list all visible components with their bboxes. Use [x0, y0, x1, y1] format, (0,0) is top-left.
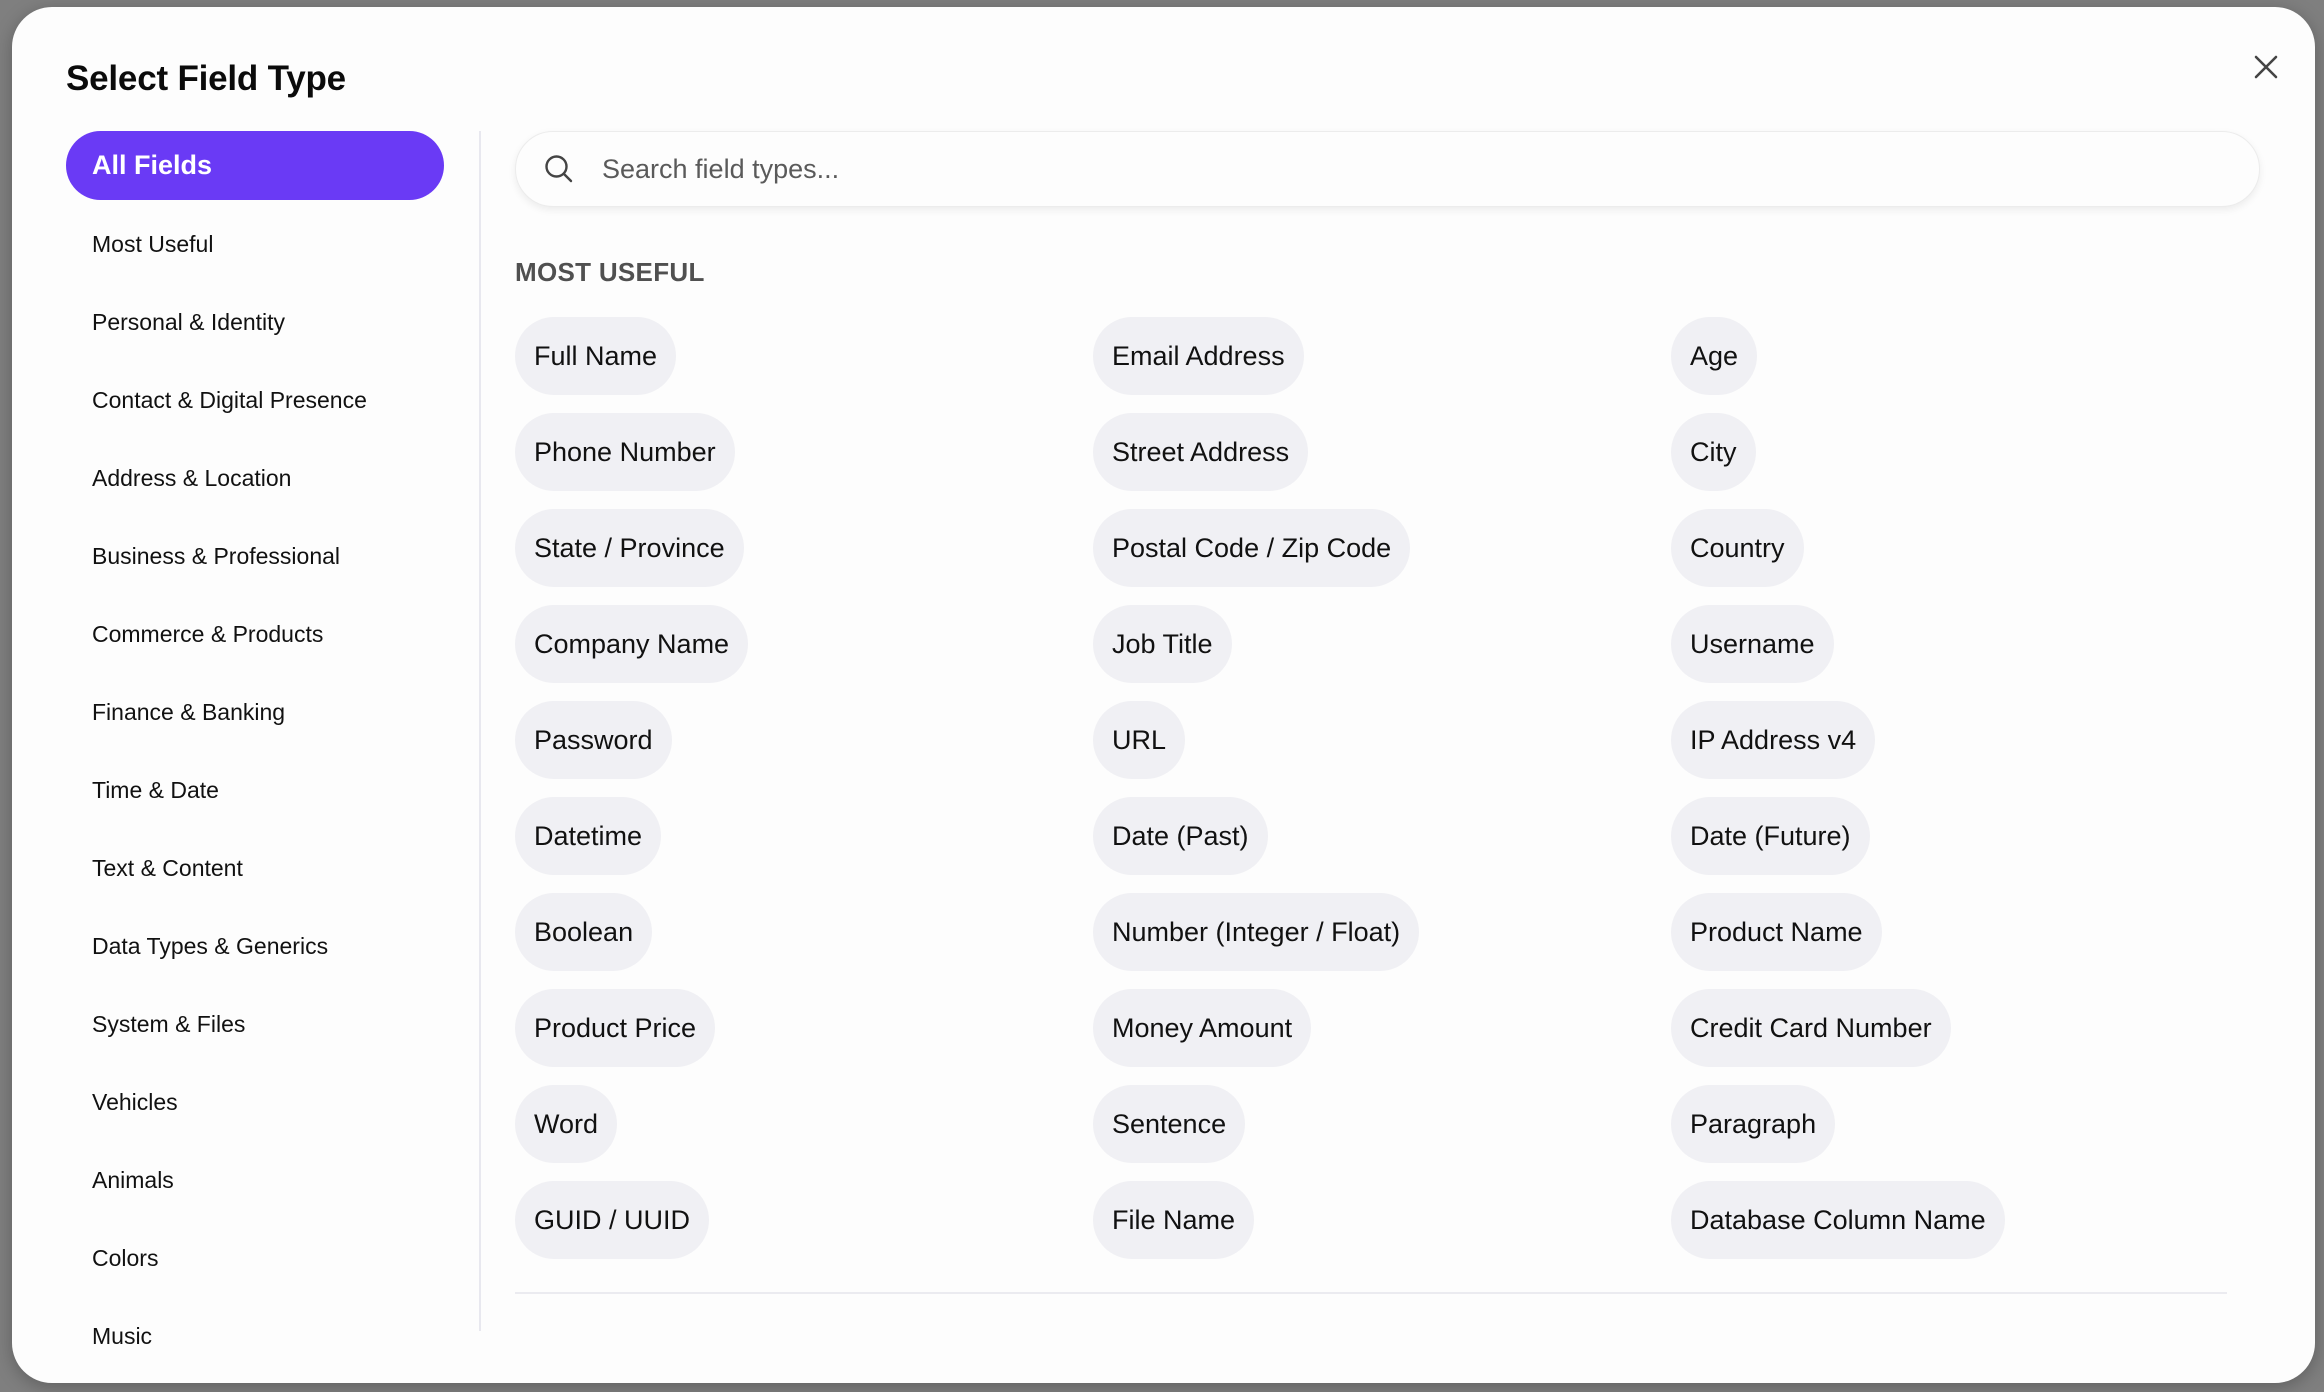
sidebar-divider — [479, 131, 481, 1331]
section-title: MOST USEFUL — [515, 257, 705, 287]
field-chip-money-amount[interactable]: Money Amount — [1093, 989, 1311, 1067]
field-chip-city[interactable]: City — [1671, 413, 1756, 491]
sidebar-item-music[interactable] — [66, 1297, 444, 1375]
field-chip-age[interactable]: Age — [1671, 317, 1757, 395]
sidebar-item-label: Text & Content — [92, 854, 243, 881]
sidebar-item-commerce-products[interactable] — [66, 595, 444, 673]
sidebar-item-label: Contact & Digital Presence — [92, 386, 367, 413]
sidebar-item-label: All Fields — [92, 150, 213, 180]
sidebar-item-label: Colors — [92, 1244, 159, 1271]
field-chip-paragraph[interactable]: Paragraph — [1671, 1085, 1835, 1163]
field-chip-credit-card-number[interactable]: Credit Card Number — [1671, 989, 1951, 1067]
field-chip-username[interactable]: Username — [1671, 605, 1834, 683]
field-chip-file-name[interactable]: File Name — [1093, 1181, 1254, 1259]
section-divider — [515, 1292, 2227, 1294]
sidebar-item-label: Commerce & Products — [92, 620, 324, 647]
field-chip-product-price[interactable]: Product Price — [515, 989, 715, 1067]
sidebar-item-text-content[interactable] — [66, 829, 444, 907]
field-chip-date-future[interactable]: Date (Future) — [1671, 797, 1870, 875]
field-chip-state-province[interactable]: State / Province — [515, 509, 744, 587]
sidebar-item-finance-banking[interactable] — [66, 673, 444, 751]
sidebar-item-address-location[interactable] — [66, 439, 444, 517]
sidebar-item-colors[interactable] — [66, 1219, 444, 1297]
field-chip-company-name[interactable]: Company Name — [515, 605, 748, 683]
sidebar-item-business-professional[interactable] — [66, 517, 444, 595]
field-chip-street-address[interactable]: Street Address — [1093, 413, 1308, 491]
sidebar-item-label: Time & Date — [92, 776, 219, 803]
field-chip-url[interactable]: URL — [1093, 701, 1185, 779]
field-chip-phone-number[interactable]: Phone Number — [515, 413, 735, 491]
sidebar-item-system-files[interactable] — [66, 985, 444, 1063]
category-sidebar — [66, 131, 446, 1349]
field-chip-number[interactable]: Number (Integer / Float) — [1093, 893, 1419, 971]
sidebar-item-personal-identity[interactable] — [66, 283, 444, 361]
sidebar-item-label: Address & Location — [92, 464, 292, 491]
close-button[interactable] — [2246, 47, 2286, 87]
sidebar-item-most-useful[interactable] — [66, 205, 444, 283]
field-chip-password[interactable]: Password — [515, 701, 672, 779]
field-chip-job-title[interactable]: Job Title — [1093, 605, 1232, 683]
sidebar-item-vehicles[interactable] — [66, 1063, 444, 1141]
sidebar-item-label: Music — [92, 1322, 153, 1349]
field-chip-word[interactable]: Word — [515, 1085, 617, 1163]
field-chip-date-past[interactable]: Date (Past) — [1093, 797, 1268, 875]
search-box[interactable] — [515, 131, 2260, 207]
select-field-type-dialog — [12, 7, 2315, 1383]
search-input[interactable] — [600, 153, 2259, 186]
field-type-grid — [515, 317, 2249, 1277]
sidebar-item-label: Personal & Identity — [92, 308, 286, 335]
field-chip-email-address[interactable]: Email Address — [1093, 317, 1304, 395]
sidebar-item-data-types[interactable] — [66, 907, 444, 985]
sidebar-item-label: Finance & Banking — [92, 698, 286, 725]
sidebar-item-time-date[interactable] — [66, 751, 444, 829]
field-chip-postal-code[interactable]: Postal Code / Zip Code — [1093, 509, 1410, 587]
field-chip-full-name[interactable]: Full Name — [515, 317, 676, 395]
sidebar-item-label: Most Useful — [92, 230, 214, 257]
sidebar-item-label: System & Files — [92, 1010, 246, 1037]
search-icon — [542, 152, 576, 186]
sidebar-item-label: Vehicles — [92, 1088, 178, 1115]
close-icon — [2253, 54, 2279, 80]
field-chip-country[interactable]: Country — [1671, 509, 1804, 587]
field-chip-datetime[interactable]: Datetime — [515, 797, 661, 875]
sidebar-item-contact-digital[interactable] — [66, 361, 444, 439]
field-chip-sentence[interactable]: Sentence — [1093, 1085, 1245, 1163]
field-chip-boolean[interactable]: Boolean — [515, 893, 652, 971]
sidebar-item-label: Data Types & Generics — [92, 932, 329, 959]
dialog-title: Select Field Type — [66, 59, 346, 98]
field-chip-guid-uuid[interactable]: GUID / UUID — [515, 1181, 709, 1259]
field-type-panel — [515, 131, 2260, 1331]
sidebar-item-animals[interactable] — [66, 1141, 444, 1219]
field-chip-ip-address-v4[interactable]: IP Address v4 — [1671, 701, 1875, 779]
field-chip-database-column-name[interactable]: Database Column Name — [1671, 1181, 2005, 1259]
sidebar-item-label: Animals — [92, 1166, 174, 1193]
sidebar-item-all-fields[interactable] — [66, 131, 444, 200]
sidebar-item-label: Business & Professional — [92, 542, 341, 569]
field-chip-product-name[interactable]: Product Name — [1671, 893, 1882, 971]
